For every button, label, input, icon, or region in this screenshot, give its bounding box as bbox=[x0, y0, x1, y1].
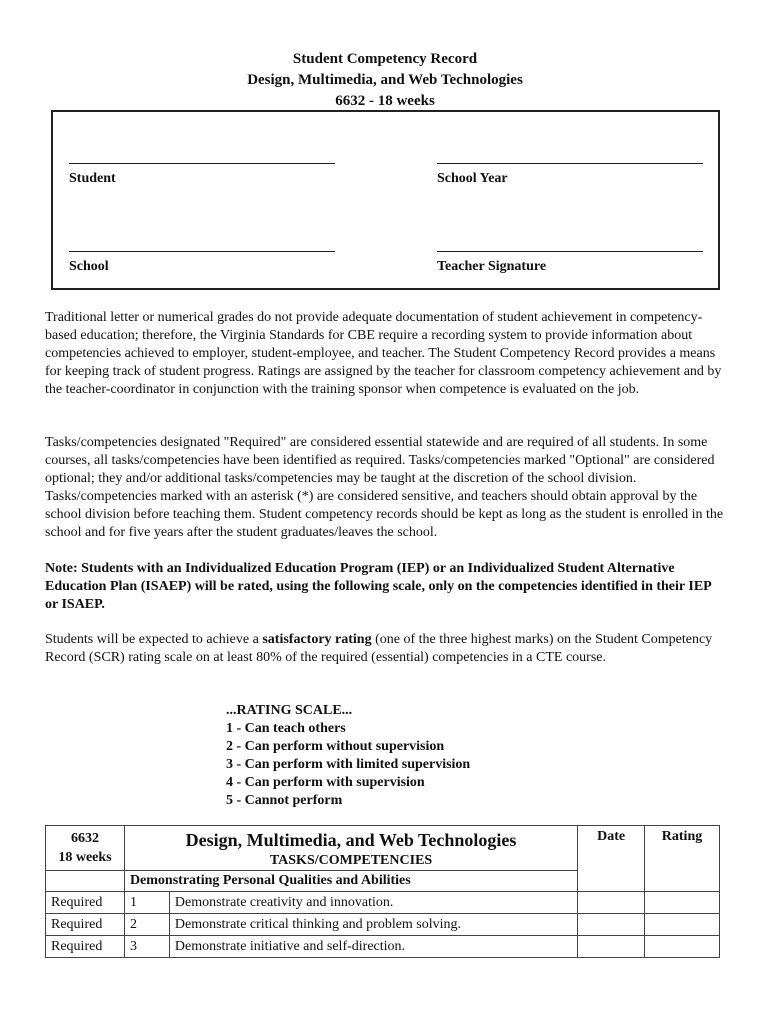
expectation-text-post: (one of the three highest marks) on the Student Competency Record (SCR) rating scale on at least 80% of the required (essential) competencies in a CTE course. bbox=[45, 632, 713, 665]
rating-scale-item: 3 - Can perform with limited supervision bbox=[226, 757, 471, 772]
rating-header: Rating bbox=[645, 826, 720, 892]
task-description: Demonstrate initiative and self-direction. bbox=[169, 936, 577, 958]
school-year-line[interactable] bbox=[437, 163, 703, 164]
iep-note: Note: Students with an Individualized Education Program (IEP) or an Individualized Student Alternative Education Plan (ISAEP) will be rated, using the following scale, only on the competencies identified in their IEP or ISAEP. bbox=[45, 561, 711, 612]
task-date-cell[interactable] bbox=[578, 892, 645, 914]
intro-paragraph: Traditional letter or numerical grades do not provide adequate documentation of student achievement in competency-based education; therefore, the Virginia Standards for CBE require a recording system to provide information about competencies achieved to employer, student-employee, and teacher. The Student Competency Record provides a means for keeping track of student progress. Ratings are assigned by the teacher for classroom competency achievement and by the teacher-coordinator in conjunction with the training sponsor when competence is evaluated on the job. bbox=[45, 310, 722, 397]
rating-scale-item: 2 - Can perform without supervision bbox=[226, 739, 445, 754]
expectation-text-pre: Students will be expected to achieve a bbox=[45, 632, 263, 647]
program-name: Design, Multimedia, and Web Technologies bbox=[247, 72, 523, 88]
task-status: Required bbox=[46, 914, 125, 936]
school-line[interactable] bbox=[69, 251, 335, 252]
school-year-label: School Year bbox=[437, 171, 508, 186]
expectation-paragraph bbox=[45, 631, 725, 667]
school-label: School bbox=[69, 259, 109, 274]
competency-table bbox=[45, 825, 720, 958]
task-description: Demonstrate critical thinking and problem solving. bbox=[169, 914, 577, 936]
teacher-signature-line[interactable] bbox=[437, 251, 703, 252]
table-title-cell bbox=[124, 826, 577, 871]
task-date-cell[interactable] bbox=[578, 936, 645, 958]
task-status: Required bbox=[46, 892, 125, 914]
satisfactory-rating-text: satisfactory rating bbox=[262, 632, 372, 647]
task-rating-cell[interactable] bbox=[645, 892, 720, 914]
student-field[interactable] bbox=[69, 163, 335, 187]
program-code-line: 6632 - 18 weeks bbox=[335, 93, 435, 109]
course-duration: 18 weeks bbox=[58, 850, 112, 865]
course-code-cell bbox=[46, 826, 125, 871]
task-number: 2 bbox=[124, 914, 169, 936]
table-row bbox=[46, 892, 720, 914]
table-title: Design, Multimedia, and Web Technologies bbox=[185, 830, 517, 850]
rating-scale-item: 5 - Cannot perform bbox=[226, 793, 343, 808]
table-row bbox=[46, 914, 720, 936]
document-title: Student Competency Record bbox=[292, 51, 478, 67]
school-year-field[interactable] bbox=[437, 163, 703, 187]
task-number: 3 bbox=[124, 936, 169, 958]
task-number: 1 bbox=[124, 892, 169, 914]
table-subtitle: TASKS/COMPETENCIES bbox=[269, 853, 433, 868]
rating-scale-item: 4 - Can perform with supervision bbox=[226, 775, 425, 790]
teacher-signature-field[interactable] bbox=[437, 251, 703, 275]
table-header-row bbox=[46, 826, 720, 871]
rating-scale-item: 1 - Can teach others bbox=[226, 721, 346, 736]
task-status: Required bbox=[46, 936, 125, 958]
task-rating-cell[interactable] bbox=[645, 914, 720, 936]
teacher-signature-label: Teacher Signature bbox=[437, 259, 547, 274]
rating-scale-heading: ...RATING SCALE... bbox=[226, 703, 353, 718]
document-header bbox=[0, 49, 770, 112]
section-blank-cell bbox=[46, 871, 125, 892]
student-label: Student bbox=[69, 171, 116, 186]
student-info-box bbox=[51, 110, 720, 290]
requirements-paragraph: Tasks/competencies designated "Required" are considered essential statewide and are required of all students. In some courses, all tasks/competencies have been identified as required. Tasks/competencies marked "Optional" are considered optional; they and/or additional tasks/competencies may be taught at the discretion of the school division. Tasks/competencies marked with an asterisk (*) are considered sensitive, and teachers should obtain approval by the school division before teaching them. Student competency records should be kept as long as the student is enrolled in the school and for five years after the student graduates/leaves the school. bbox=[45, 435, 724, 540]
section-title: Demonstrating Personal Qualities and Abilities bbox=[124, 871, 577, 892]
course-code: 6632 bbox=[70, 831, 99, 846]
table-row bbox=[46, 936, 720, 958]
rating-scale bbox=[226, 702, 470, 810]
task-date-cell[interactable] bbox=[578, 914, 645, 936]
student-signature-line[interactable] bbox=[69, 163, 335, 164]
task-description: Demonstrate creativity and innovation. bbox=[169, 892, 577, 914]
task-rating-cell[interactable] bbox=[645, 936, 720, 958]
date-header: Date bbox=[578, 826, 645, 892]
school-field[interactable] bbox=[69, 251, 335, 275]
